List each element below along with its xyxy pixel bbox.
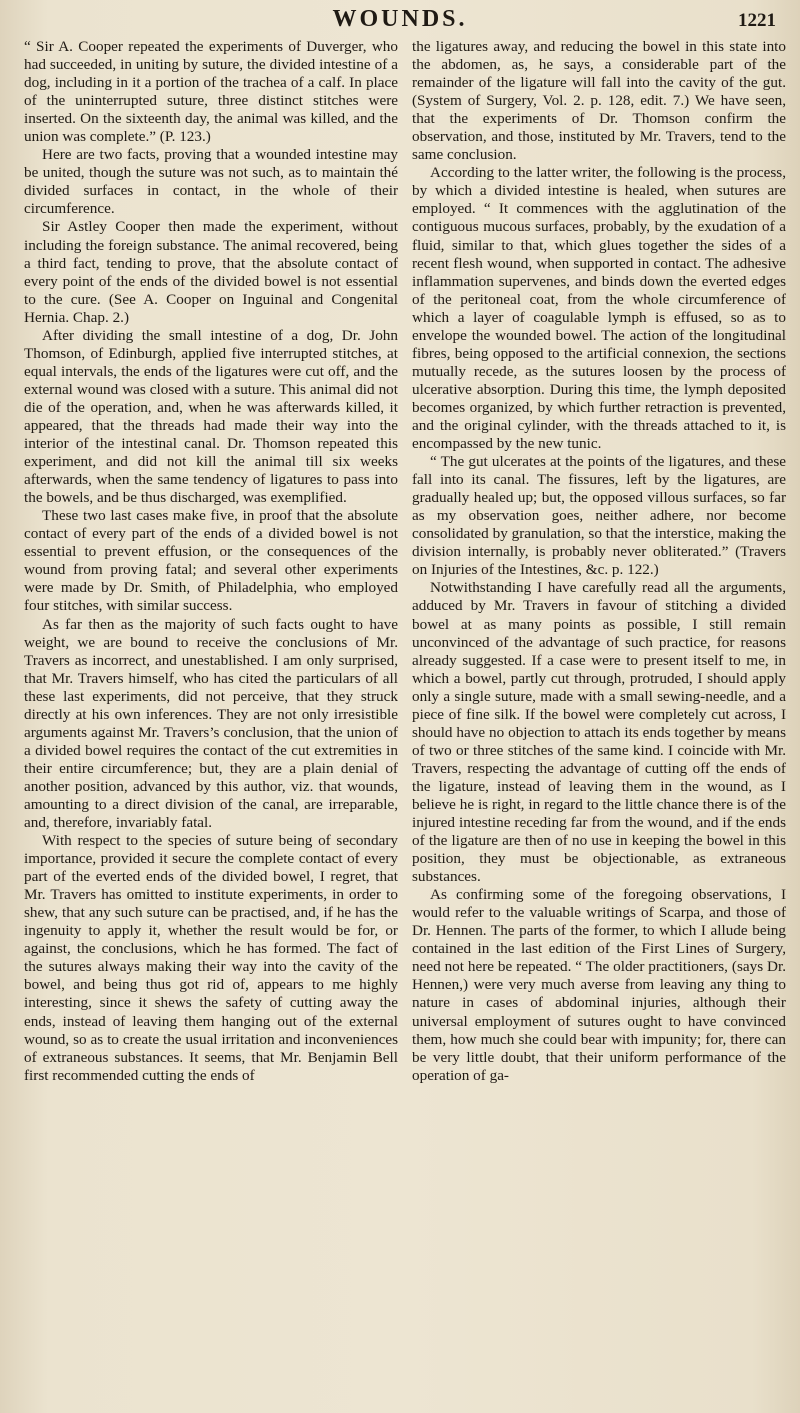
text-columns [24, 38, 786, 1407]
paragraph: “ The gut ulcerates at the points of the ligatures, and these fall into its canal. The fissures, left by the ligatures, are gradually healed up; but, the opposed villous surfaces, so far as my observation goes, neither adhere, nor become consolidated by granulation, so that the interstice, making the division internally, is probably never obliterated.” (Travers on Injuries of the Intestines, &c. p. 122.) [412, 453, 786, 579]
paragraph: As far then as the majority of such facts ought to have weight, we are bound to receive the conclusions of Mr. Travers as incorrect, and unestablished. I am only surprised, that Mr. Travers himself, who has cited the particulars of all these last experiments, did not perceive, that they struck directly at his own inferences. They are not only irresistible arguments against Mr. Travers’s conclusion, that the union of a divided bowel requires the contact of the cut extremities in their entire circumference; but, they are a plain denial of another position, advanced by this author, viz. that wounds, amounting to a direct division of the canal, are irreparable, and, therefore, invariably fatal. [24, 615, 398, 832]
page-header [0, 6, 800, 38]
left-column [24, 38, 398, 1407]
right-column [412, 38, 786, 1407]
paragraph: Sir Astley Cooper then made the experiment, without including the foreign substance. The animal recovered, being a third fact, tending to prove, that the absolute contact of every point of the ends of the divided bowel is not essential to the cure. (See A. Cooper on Inguinal and Congenital Hernia. Chap. 2.) [24, 218, 398, 326]
page-number: 1221 [738, 10, 776, 31]
paragraph: Here are two facts, proving that a wounded intestine may be united, though the suture was not such, as to maintain thé divided surfaces in contact, in the whole of their circumference. [24, 146, 398, 218]
paragraph: Notwithstanding I have carefully read all the arguments, adduced by Mr. Travers in favour of stitching a divided bowel at as many points as possible, I still remain unconvinced of the advantage of such practice, for reasons already suggested. If a case were to present itself to me, in which a bowel, partly cut through, protruded, I should apply only a single suture, made with a small sewing-needle, and a piece of fine silk. If the bowel were completely cut across, I should have no objection to attach its ends together by means of two or three stitches of the same kind. I coincide with Mr. Travers, respecting the advantage of cutting off the ends of the ligature, instead of leaving them in the wound, as I believe he is right, in regard to the little chance there is of the injured intestine receding far from the wound, and if the ends of the ligature are then of no use in keeping the bowel in this position, they must be objectionable, as extraneous substances. [412, 579, 786, 886]
paragraph: the ligatures away, and reducing the bowel in this state into the abdomen, as, he says, a considerable part of the remainder of the ligature will fall into the cavity of the gut. (System of Surgery, Vol. 2. p. 128, edit. 7.) We have seen, that the experiments of Dr. Thomson confirm the observation, and those, instituted by Mr. Travers, tend to the same conclusion. [412, 38, 786, 164]
paragraph: According to the latter writer, the following is the process, by which a divided intestine is healed, when sutures are employed. “ It commences with the agglutination of the contiguous mucous surfaces, probably, by the exudation of a fluid, similar to that, which glues together the sides of a recent flesh wound, when supported in contact. The adhesive inflammation supervenes, and binds down the everted edges of the peritoneal coat, from the whole circumference of which a layer of coagulable lymph is effused, so as to envelope the wounded bowel. The action of the longitudinal fibres, being opposed to the artificial connexion, the sections mutually recede, as the sutures loosen by the process of ulcerative absorption. During this time, the lymph deposited becomes organized, by which further retraction is prevented, and the original cylinder, with the threads attached to it, is encompassed by the new tunic. [412, 164, 786, 453]
paragraph: With respect to the species of suture being of secondary importance, provided it secure the complete contact of every part of the everted ends of the divided bowel, I regret, that Mr. Travers has omitted to institute experiments, in order to shew, that any such suture can be practised, and, if he has the ingenuity to apply it, whether the result would be for, or against, the conclusions, which he has formed. The fact of the sutures always making their way into the cavity of the bowel, and being thus got rid of, appears to me highly interesting, since it shews the safety of cutting away the ends, instead of leaving them hanging out of the external wound, so as to create the usual irritation and inconveniences of extraneous substances. It seems, that Mr. Benjamin Bell first recommended cutting the ends of [24, 832, 398, 1084]
paragraph: These two last cases make five, in proof that the absolute contact of every part of the ends of a divided bowel is not essential to prevent effusion, or the consequences of the wound from proving fatal; and several other experiments were made by Dr. Smith, of Philadelphia, who employed four stitches, with similar success. [24, 507, 398, 615]
paragraph: “ Sir A. Cooper repeated the experiments of Duverger, who had succeeded, in uniting by suture, the divided intestine of a dog, including in it a portion of the trachea of a calf. In place of the uninterrupted suture, three distinct stitches were inserted. On the sixteenth day, the animal was killed, and the union was complete.” (P. 123.) [24, 38, 398, 146]
paragraph: As confirming some of the foregoing observations, I would refer to the valuable writings of Scarpa, and those of Dr. Hennen. The parts of the former, to which I allude being contained in the last edition of the First Lines of Surgery, need not here be repeated. “ The older practitioners, (says Dr. Hennen,) were very much averse from leaving any thing to nature in cases of abdominal injuries, although their universal employment of sutures ought to have convinced them, how much she could bear with impunity; for, there can be very little doubt, that their uniform performance of the operation of ga- [412, 886, 786, 1084]
running-title: WOUNDS. [332, 6, 468, 32]
paragraph: After dividing the small intestine of a dog, Dr. John Thomson, of Edinburgh, applied five interrupted stitches, at equal intervals, the ends of the ligatures were cut off, and the external wound was closed with a suture. This animal did not die of the operation, and, when he was afterwards killed, it appeared, that the threads had made their way into the interior of the intestinal canal. Dr. Thomson repeated this experiment, and did not kill the animal till six weeks afterwards, when the same tendency of ligatures to pass into the bowels, and be thus discharged, was exemplified. [24, 326, 398, 507]
